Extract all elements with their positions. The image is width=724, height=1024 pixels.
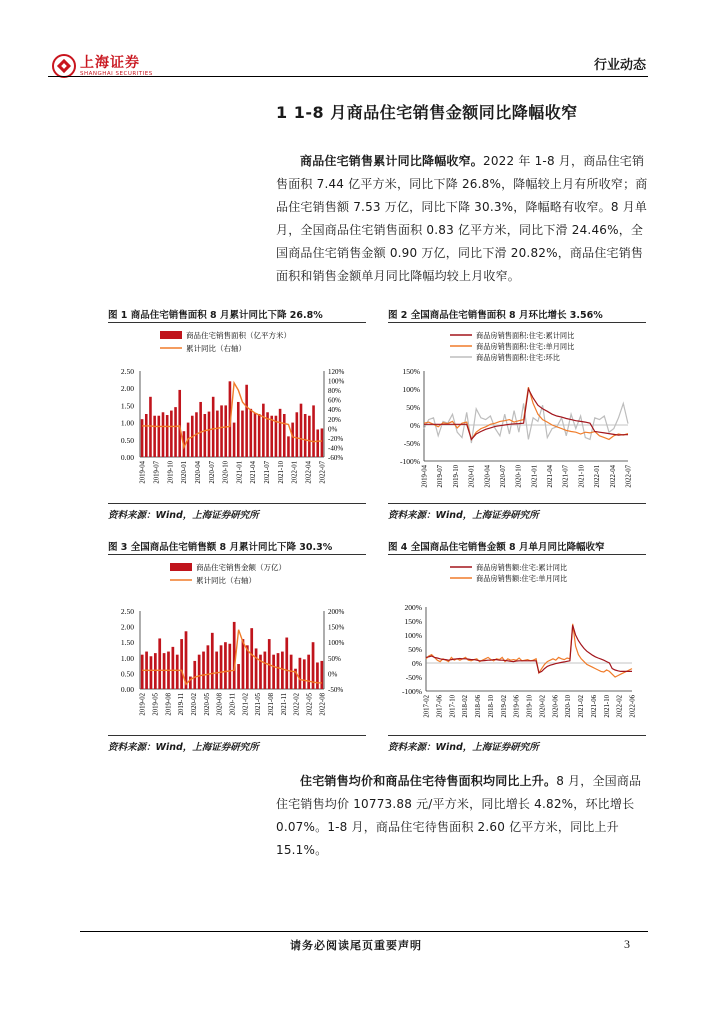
x-tick-label: 2019-10 — [526, 695, 534, 718]
y-tick-label: -50% — [403, 439, 420, 448]
bar — [283, 414, 286, 457]
y-tick-label: 1.00 — [120, 653, 134, 663]
bar — [199, 402, 202, 457]
bar — [308, 416, 311, 457]
x-tick-label: 2019-02 — [500, 695, 508, 718]
y2-tick-label: 40% — [328, 406, 341, 415]
bar — [263, 652, 266, 689]
paragraph-price-inventory — [276, 770, 648, 862]
bar — [204, 414, 207, 457]
chart-1 — [108, 325, 366, 501]
x-tick-label: 2020-11 — [229, 693, 237, 716]
bar — [258, 414, 261, 457]
y2-tick-label: 0% — [328, 425, 338, 434]
x-tick-label: 2020-01 — [181, 461, 189, 484]
y-tick-label: 0.50 — [120, 435, 134, 445]
bar — [303, 659, 306, 689]
figure-source: 资料来源：Wind，上海证券研究所 — [108, 510, 259, 521]
x-tick-label: 2019-04 — [139, 461, 147, 484]
bar — [312, 405, 315, 457]
bar — [233, 423, 236, 457]
figure-title: 图 3 全国商品住宅销售额 8 月累计同比下降 30.3% — [108, 542, 333, 553]
y-tick-label: 1.00 — [120, 418, 134, 428]
bar — [254, 413, 257, 457]
y-tick-label: 2.50 — [120, 367, 134, 376]
y-tick-label: 50% — [406, 403, 420, 412]
x-tick-label: 2021-07 — [562, 465, 570, 488]
x-tick-label: 2022-07 — [319, 461, 327, 484]
y2-tick-label: 50% — [328, 654, 341, 663]
bar — [141, 419, 144, 457]
x-tick-label: 2020-02 — [191, 693, 199, 716]
legend-label: 商品房销售额:住宅:单月同比 — [476, 574, 568, 583]
bar — [215, 652, 218, 689]
section-number: 1 — [276, 103, 288, 122]
y-tick-label: 0.00 — [120, 685, 134, 694]
figure-3 — [108, 539, 366, 754]
x-tick-label: 2020-06 — [552, 695, 560, 718]
y-tick-label: 1.50 — [120, 401, 134, 411]
y-tick-label: -50% — [405, 673, 422, 682]
bar — [307, 655, 310, 689]
x-tick-label: 2020-10 — [222, 461, 230, 484]
x-tick-label: 2019-06 — [513, 695, 521, 718]
chart-4 — [388, 557, 646, 733]
x-tick-label: 2021-02 — [578, 695, 585, 718]
x-tick-label: 2020-04 — [484, 465, 492, 488]
bar — [163, 653, 166, 689]
bar — [158, 416, 161, 457]
x-tick-label: 2021-02 — [242, 693, 250, 716]
y-tick-label: -100% — [402, 687, 422, 696]
y2-tick-label: 60% — [328, 396, 341, 405]
y-tick-label: 2.00 — [120, 384, 134, 394]
bar — [154, 653, 157, 689]
x-tick-label: 2018-02 — [462, 695, 470, 718]
x-tick-label: 2022-02 — [616, 695, 624, 718]
section-title-text: 1-8 月商品住宅销售金额同比降幅收窄 — [293, 103, 578, 122]
y2-tick-label: 100% — [328, 639, 345, 648]
bar — [207, 645, 210, 689]
y-tick-label: 2.50 — [120, 607, 134, 616]
bar — [272, 655, 275, 689]
y2-tick-label: 100% — [328, 377, 345, 386]
figure-title-rule — [388, 322, 646, 323]
x-tick-label: 2022-04 — [609, 465, 617, 488]
x-tick-label: 2019-10 — [167, 461, 175, 484]
figure-title: 图 1 商品住宅销售面积 8 月累计同比下降 26.8% — [108, 310, 323, 321]
series-line — [142, 383, 322, 448]
legend-label: 商品住宅销售面积（亿平方米） — [186, 331, 291, 340]
y2-tick-label: -40% — [328, 444, 344, 453]
bar — [153, 416, 156, 457]
bar — [316, 662, 319, 689]
legend-label: 商品住宅销售金额（万亿） — [196, 563, 286, 572]
header-divider — [48, 76, 648, 77]
x-tick-label: 2018-06 — [475, 695, 482, 718]
section-title — [276, 100, 578, 123]
x-tick-label: 2019-07 — [153, 461, 161, 484]
bar — [245, 385, 248, 457]
bar — [255, 648, 258, 689]
legend-label: 商品房销售面积:住宅:环比 — [476, 353, 560, 362]
bar — [270, 416, 273, 457]
paragraph-sales-summary — [276, 150, 648, 288]
bar — [202, 652, 205, 689]
figure-title: 图 4 全国商品住宅销售金额 8 月单月同比降幅收窄 — [388, 542, 605, 553]
x-tick-label: 2019-07 — [437, 465, 445, 488]
legend-label: 商品房销售额:住宅:累计同比 — [476, 563, 568, 572]
bar — [228, 644, 231, 689]
y-tick-label: 2.00 — [120, 622, 134, 632]
bar — [178, 390, 181, 457]
x-tick-label: 2020-01 — [468, 465, 476, 488]
x-tick-label: 2017-06 — [436, 695, 444, 718]
x-tick-label: 2020-05 — [203, 693, 211, 716]
y2-tick-label: -50% — [328, 686, 344, 694]
y-tick-label: 100% — [402, 385, 420, 394]
x-tick-label: 2020-10 — [565, 695, 573, 718]
bar — [285, 638, 288, 689]
y-tick-label: 100% — [404, 631, 422, 640]
bar — [237, 664, 240, 689]
legend-swatch-bar — [170, 563, 192, 571]
bar — [224, 405, 227, 457]
figure-2 — [388, 307, 646, 522]
x-tick-label: 2022-04 — [305, 461, 313, 484]
y-tick-label: 150% — [402, 367, 420, 376]
bar — [171, 647, 174, 689]
bar — [216, 411, 219, 457]
series-line — [424, 389, 628, 439]
figure-title-rule — [108, 322, 366, 323]
x-tick-label: 2019-04 — [421, 465, 429, 488]
x-tick-label: 2019-02 — [139, 693, 147, 716]
x-tick-label: 2020-10 — [515, 465, 523, 488]
bar — [180, 639, 183, 689]
bar — [176, 655, 179, 689]
x-tick-label: 2021-11 — [280, 693, 288, 716]
company-logo — [52, 54, 153, 78]
bar — [279, 409, 282, 457]
x-tick-label: 2020-07 — [499, 465, 507, 488]
legend-label: 累计同比（右轴） — [196, 576, 256, 585]
y2-tick-label: 150% — [328, 623, 345, 632]
figure-source: 资料来源：Wind，上海证券研究所 — [108, 742, 259, 753]
x-tick-label: 2021-01 — [236, 461, 244, 484]
y-tick-label: -100% — [400, 457, 420, 466]
figure-4 — [388, 539, 646, 754]
bar — [220, 645, 223, 689]
y-tick-label: 0.00 — [120, 453, 134, 462]
x-tick-label: 2020-08 — [216, 693, 224, 716]
bar — [145, 414, 148, 457]
bar — [166, 415, 169, 457]
figure-source: 资料来源：Wind，上海证券研究所 — [388, 510, 539, 521]
bar — [300, 404, 303, 457]
bar — [321, 428, 324, 457]
y2-tick-label: 120% — [328, 368, 345, 376]
series-line — [426, 624, 632, 677]
chart-3 — [108, 557, 366, 733]
logo-name-en: SHANGHAI SECURITIES — [80, 70, 153, 77]
x-tick-label: 2021-07 — [264, 461, 272, 484]
bar — [193, 661, 196, 689]
bar — [237, 402, 240, 457]
y-tick-label: 200% — [404, 603, 422, 612]
y2-tick-label: 80% — [328, 387, 341, 396]
x-tick-label: 2022-06 — [629, 695, 637, 718]
x-tick-label: 2021-08 — [267, 693, 275, 716]
x-tick-label: 2022-01 — [594, 465, 602, 488]
footer-divider — [80, 931, 648, 932]
x-tick-label: 2020-07 — [208, 461, 216, 484]
y2-tick-label: 20% — [328, 415, 341, 424]
figure-title: 图 2 全国商品住宅销售面积 8 月环比增长 3.56% — [388, 310, 603, 321]
x-tick-label: 2019-10 — [452, 465, 460, 488]
bar — [287, 436, 290, 457]
bar — [262, 404, 265, 457]
logo-emblem-icon — [52, 54, 76, 78]
x-tick-label: 2017-10 — [449, 695, 457, 718]
figure-bottom-rule — [108, 735, 366, 736]
x-tick-label: 2022-07 — [625, 465, 633, 488]
logo-name: 上海证券 — [80, 54, 140, 71]
figure-bottom-rule — [108, 503, 366, 504]
bar — [250, 409, 253, 457]
y2-tick-label: 200% — [328, 608, 345, 616]
paragraph-lead: 住宅销售均价和商品住宅待售面积均同比上升。 — [300, 774, 557, 788]
series-line — [426, 625, 632, 673]
figure-bottom-rule — [388, 735, 646, 736]
bar — [277, 653, 280, 689]
y2-tick-label: -60% — [328, 454, 344, 462]
bar — [296, 412, 299, 457]
x-tick-label: 2020-02 — [539, 695, 547, 718]
bar — [150, 656, 153, 689]
bar — [198, 655, 201, 689]
bar — [211, 633, 214, 689]
x-tick-label: 2019-05 — [152, 693, 160, 716]
y-tick-label: 0.50 — [120, 669, 134, 679]
bar — [208, 412, 211, 457]
y-tick-label: 50% — [408, 645, 422, 654]
x-tick-label: 2022-08 — [319, 693, 327, 716]
bar — [141, 655, 144, 689]
x-tick-label: 2021-05 — [255, 693, 263, 716]
bar — [299, 658, 302, 689]
bar — [174, 407, 177, 457]
figure-bottom-rule — [388, 503, 646, 504]
x-tick-label: 2021-01 — [531, 465, 539, 488]
bar — [320, 661, 323, 689]
x-tick-label: 2018-10 — [487, 695, 495, 718]
y-tick-label: 150% — [404, 617, 422, 626]
paragraph-lead: 商品住宅销售累计同比降幅收窄。 — [300, 154, 484, 168]
legend-label: 累计同比（右轴） — [186, 344, 246, 353]
figure-title-rule — [108, 554, 366, 555]
y2-tick-label: 0% — [328, 670, 338, 679]
chart-2 — [388, 325, 646, 501]
x-tick-label: 2022-05 — [306, 693, 314, 716]
x-tick-label: 2021-04 — [547, 465, 555, 488]
page-number: 3 — [624, 937, 630, 951]
x-tick-label: 2020-04 — [194, 461, 202, 484]
y-tick-label: 1.50 — [120, 638, 134, 648]
x-tick-label: 2021-06 — [590, 695, 598, 718]
x-tick-label: 2021-10 — [603, 695, 611, 718]
x-tick-label: 2021-10 — [578, 465, 586, 488]
bar — [281, 652, 284, 689]
bar — [304, 414, 307, 457]
legend-label: 商品房销售面积:住宅:单月同比 — [476, 342, 575, 351]
bar — [158, 638, 161, 689]
figure-source: 资料来源：Wind，上海证券研究所 — [388, 742, 539, 753]
footer-disclaimer: 请务必阅读尾页重要声明 — [290, 939, 422, 952]
legend-swatch-bar — [160, 331, 182, 339]
bar — [291, 423, 294, 457]
y-tick-label: 0% — [412, 659, 422, 668]
figure-title-rule — [388, 554, 646, 555]
paragraph-body: 2022 年 1-8 月，商品住宅销售面积 7.44 亿平方米，同比下降 26.8%，降幅较上月有所收窄；商品住宅销售额 7.53 万亿，同比下降 30.3%，降幅略有收窄。8 月单月，全国商品住宅销售面积 0.83 亿平方米，同比下滑 24.46%，全国商品住宅销售金额 0.90 万亿，同比下滑 20.82%，商品住宅销售面积和销售金额单月同比降幅均较上月收窄。 — [276, 154, 648, 283]
x-tick-label: 2022-01 — [291, 461, 299, 484]
report-category: 行业动态 — [593, 58, 646, 73]
bar — [242, 639, 245, 689]
x-tick-label: 2022-02 — [293, 693, 301, 716]
bar — [316, 429, 319, 457]
bar — [220, 405, 223, 457]
x-tick-label: 2019-08 — [165, 693, 173, 716]
x-tick-label: 2019-11 — [178, 693, 186, 716]
legend-label: 商品房销售面积:住宅:累计同比 — [476, 331, 575, 340]
x-tick-label: 2017-02 — [423, 695, 431, 718]
bar — [250, 628, 253, 689]
y2-tick-label: -20% — [328, 434, 344, 443]
bar — [212, 397, 215, 457]
bar — [241, 411, 244, 457]
bar — [162, 412, 165, 457]
y-tick-label: 0% — [410, 421, 420, 430]
paragraph-body: 8 月，全国商品住宅销售均价 10773.88 元/平方米，同比增长 4.82%，环比增长 0.07%。1-8 月，商品住宅待售面积 2.60 亿平方米，同比上升 15.1%。 — [276, 774, 642, 857]
x-tick-label: 2021-04 — [250, 461, 258, 484]
x-tick-label: 2021-10 — [277, 461, 285, 484]
bar — [170, 411, 173, 457]
bar — [224, 642, 227, 689]
bar — [149, 397, 152, 457]
figure-1 — [108, 307, 366, 522]
